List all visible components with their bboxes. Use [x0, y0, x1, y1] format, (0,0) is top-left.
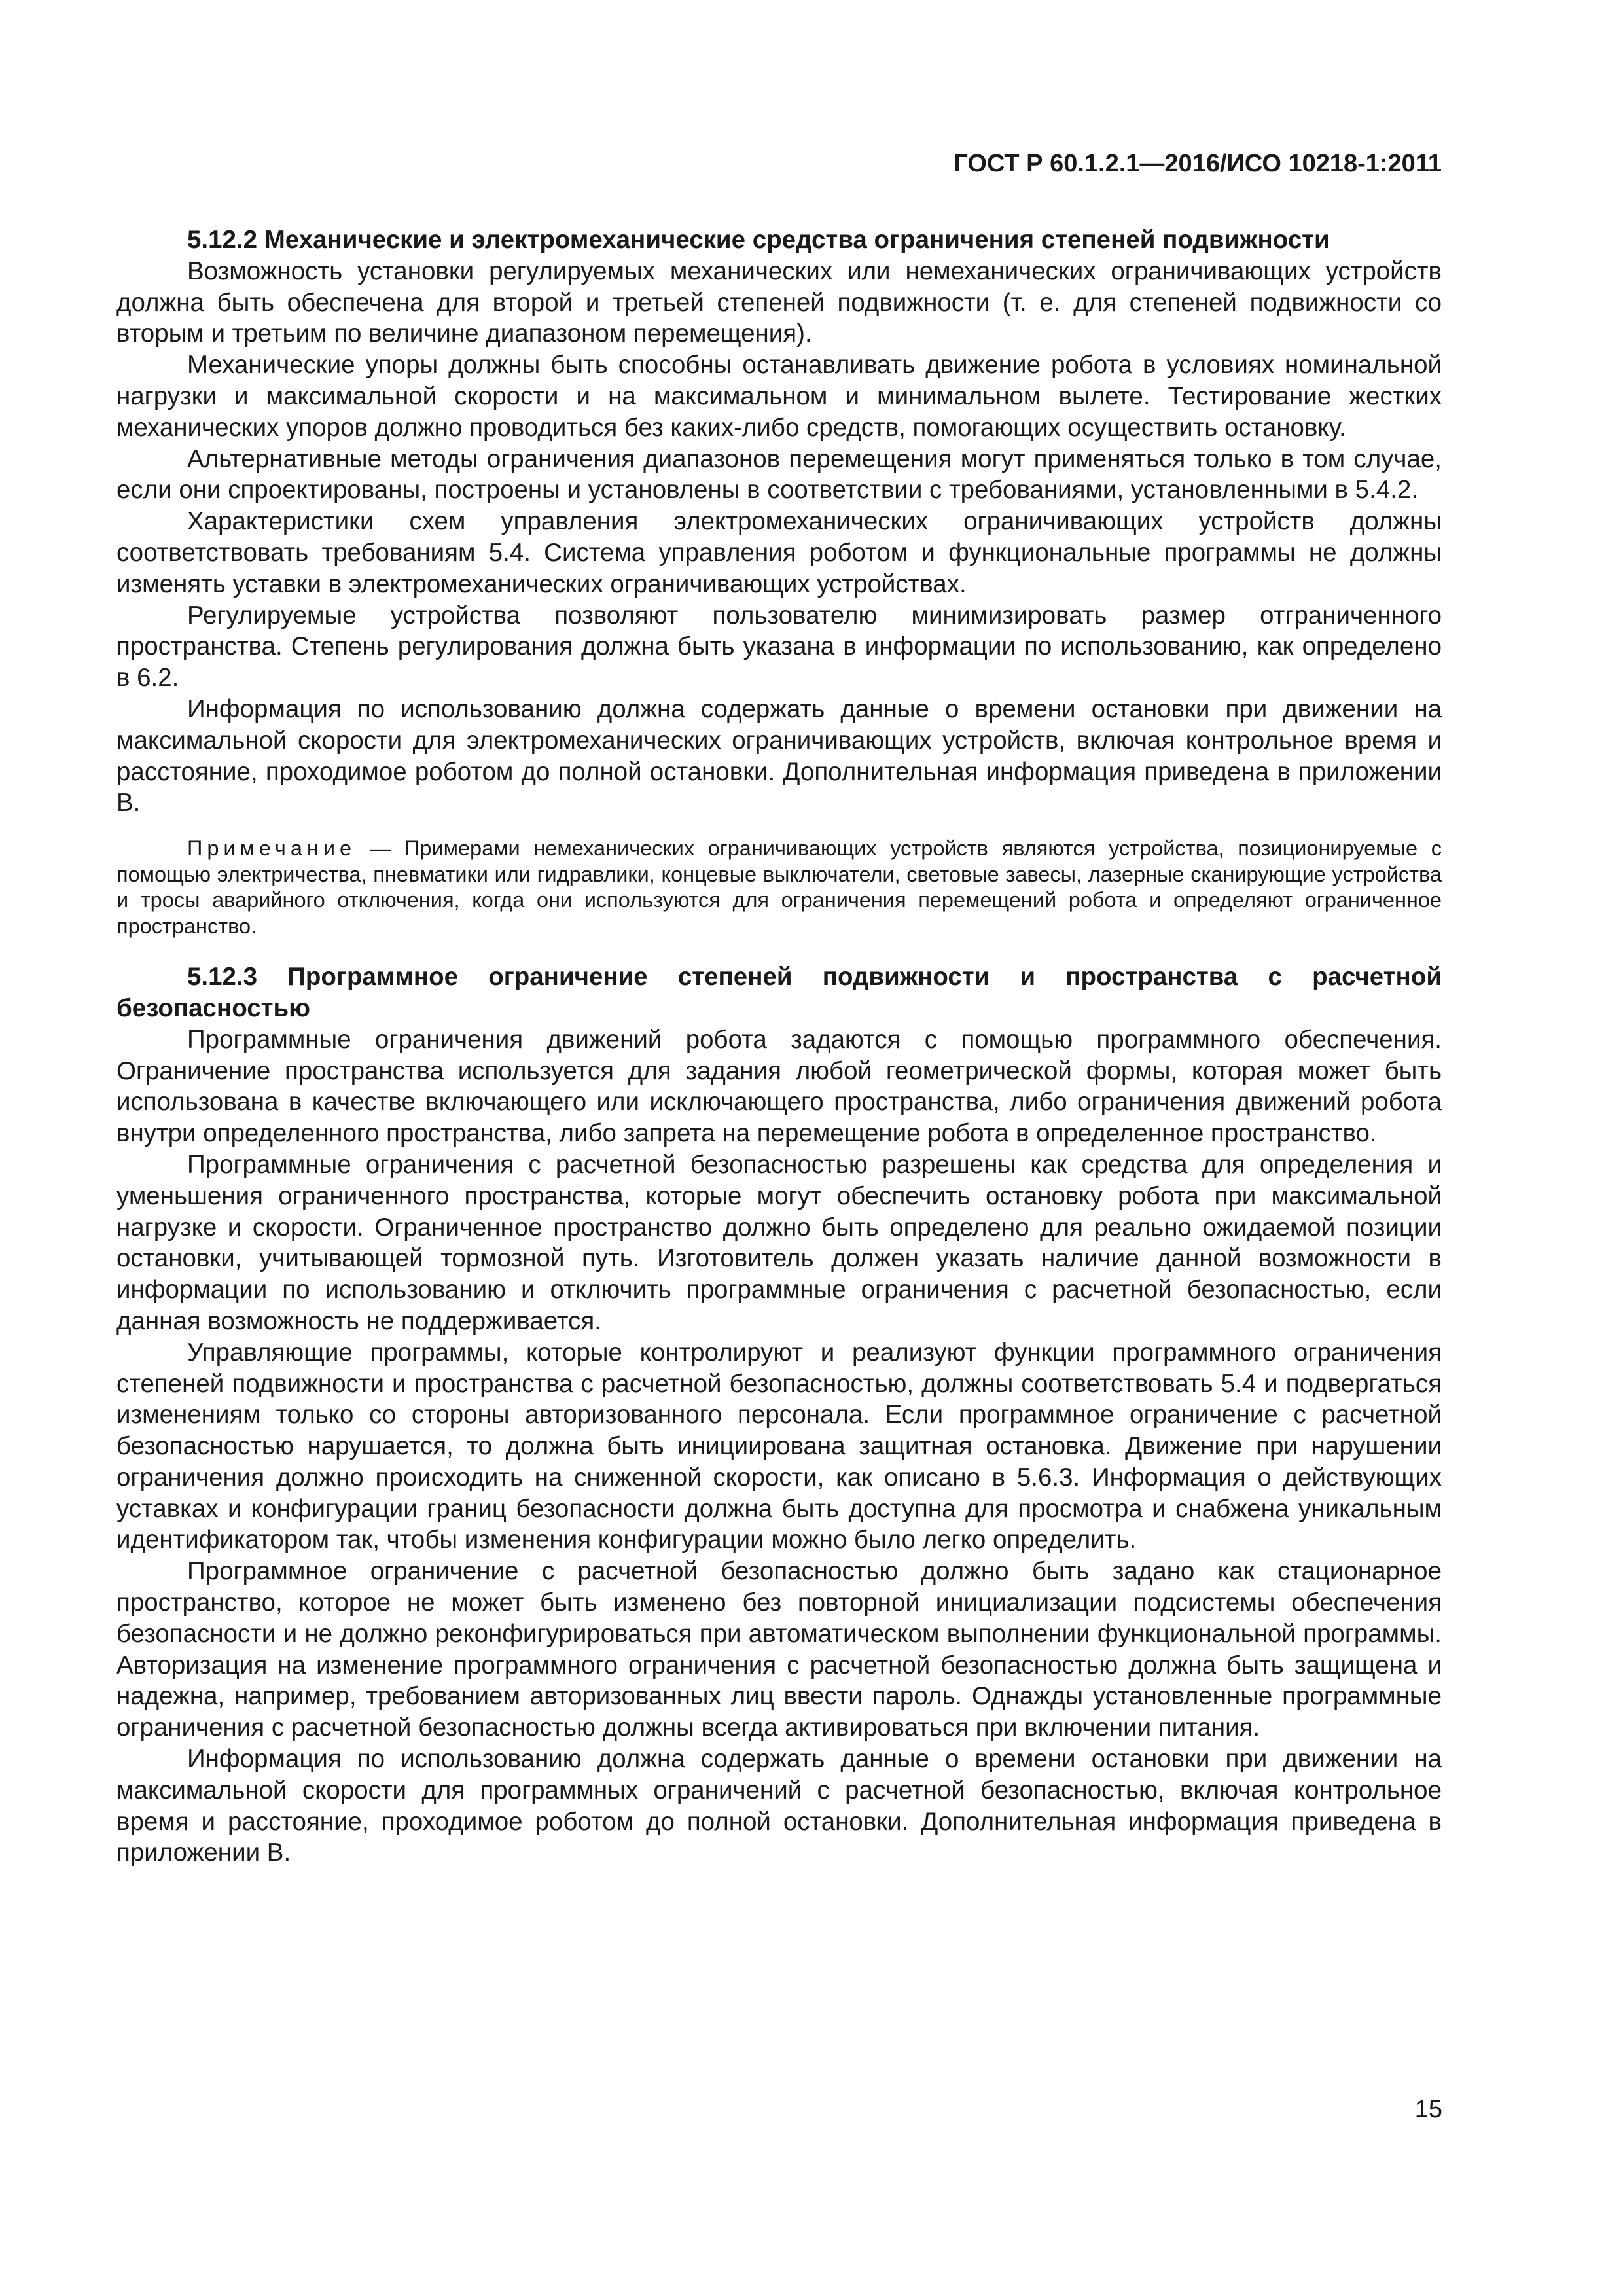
section-heading-5-12-3: 5.12.3 Программное ограничение степеней подвижности и пространства с расчетной безопасностью — [116, 963, 1442, 1022]
paragraph: Регулируемые устройства позволяют пользователю минимизировать размер отграниченного пространства. Степень регулирования должна быть указана в информации по использованию, как определено в 6.2. — [116, 601, 1442, 692]
paragraph: Альтернативные методы ограничения диапазонов перемещения могут применяться только в том случае, если они спроектированы, построены и установлены в соответствии с требованиями, установленными в 5.4.2. — [116, 444, 1442, 505]
section-heading-5-12-2: 5.12.2 Механические и электромеханические средства ограничения степеней подвижности — [187, 226, 1330, 254]
paragraph: Программные ограничения движений робота задаются с помощью программного обеспечения. Ограничение пространства используется для задания любой геометрической формы, которая может быть использована в качестве включающего или исключающего пространства, либо ограничения движений робота внутри определенного пространства, либо запрета на перемещение робота в определенное пространство. — [116, 1025, 1442, 1148]
paragraph: Программное ограничение с расчетной безопасностью должно быть задано как стационарное пространство, которое не может быть изменено без повторной инициализации подсистемы обеспечения безопасности и не должно реконфигурироваться при автоматическом выполнении функциональной программы. Авторизация на изменение программного ограничения с расчетной безопасностью должна быть защищена и надежна, например, требованием авторизованных лиц ввести пароль. Однажды установленные программные ограничения с расчетной безопасностью должны всегда активироваться при включении питания. — [116, 1557, 1442, 1742]
note-text: — Примерами немеханических ограничивающих устройств являются устройства, позиционируемые с помощью электричества, пневматики или гидравлики, концевые выключатели, световые завесы, лазерные сканирующие устройства и тросы аварийного отключения, когда они используются для ограничения перемещений робота и определяют ограниченное пространство. — [116, 836, 1442, 938]
paragraph: Управляющие программы, которые контролируют и реализуют функции программного ограничения степеней подвижности и пространства с расчетной безопасностью, должны соответствовать 5.4 и подвергаться изменениям только со стороны авторизованного персонала. Если программное ограничение с расчетной безопасностью нарушается, то должна быть инициирована защитная остановка. Движение при нарушении ограничения должно происходить на сниженной скорости, как описано в 5.6.3. Информация о действующих уставках и конфигурации границ безопасности должна быть доступна для просмотра и снабжена уникальным идентификатором так, чтобы изменения конфигурации можно было легко определить. — [116, 1338, 1442, 1554]
paragraph: Информация по использованию должна содержать данные о времени остановки при движении на максимальной скорости для программных ограничений с расчетной безопасностью, включая контрольное время и расстояние, проходимое роботом до полной остановки. Дополнительная информация приведена в приложении В. — [116, 1745, 1442, 1867]
paragraph: Информация по использованию должна содержать данные о времени остановки при движении на максимальной скорости для электромеханических ограничивающих устройств, включая контрольное время и расстояние, проходимое роботом до полной остановки. Дополнительная информация приведена в приложении В. — [116, 694, 1442, 817]
document-code-header: ГОСТ Р 60.1.2.1—2016/ИСО 10218-1:2011 — [954, 150, 1442, 177]
note-label: Примечание — [187, 836, 357, 861]
paragraph: Характеристики схем управления электромеханических ограничивающих устройств должны соответствовать требованиям 5.4. Система управления роботом и функциональные программы не должны изменять уставки в электромеханических ограничивающих устройствах. — [116, 507, 1442, 598]
paragraph: Механические упоры должны быть способны останавливать движение робота в условиях номинальной нагрузки и максимальной скорости и на максимальном и минимальном вылете. Тестирование жестких механических упоров должно проводиться без каких-либо средств, помогающих осуществить остановку. — [116, 351, 1442, 442]
page-number: 15 — [1414, 2096, 1442, 2123]
page-content — [116, 224, 1442, 1869]
paragraph: Программные ограничения с расчетной безопасностью разрешены как средства для определения и уменьшения ограниченного пространства, которые могут обеспечить остановку робота при максимальной нагрузке и скорости. Ограниченное пространство должно быть определено для реально ожидаемой позиции остановки, учитывающей тормозной путь. Изготовитель должен указать наличие данной возможности в информации по использованию и отключить программные ограничения с расчетной безопасностью, если данная возможность не поддерживается. — [116, 1150, 1442, 1335]
paragraph: Возможность установки регулируемых механических или немеханических ограничивающих устройств должна быть обеспечена для второй и третьей степеней подвижности (т. е. для степеней подвижности со вторым и третьим по величине диапазоном перемещения). — [116, 257, 1442, 348]
note — [116, 836, 1442, 939]
